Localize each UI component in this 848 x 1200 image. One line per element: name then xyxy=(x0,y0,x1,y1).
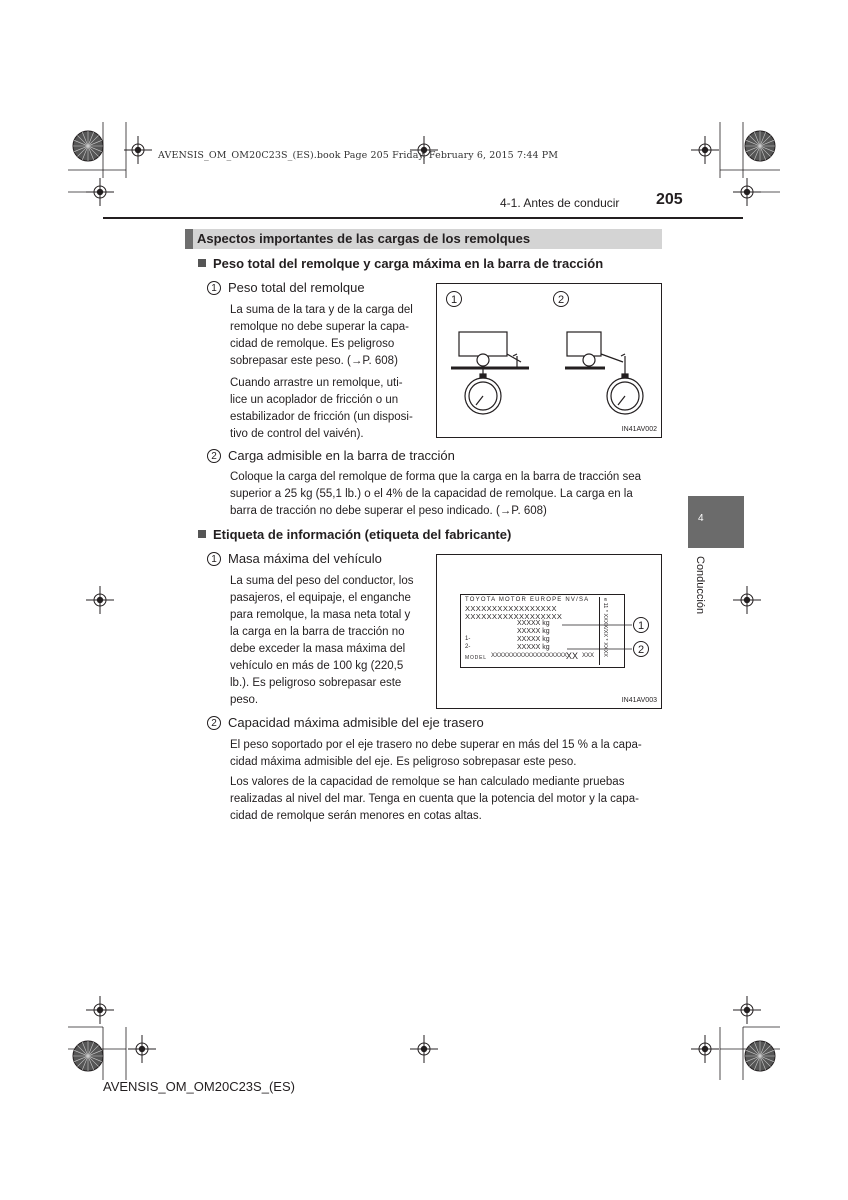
block2-item1-heading xyxy=(207,551,382,566)
text-line: estabilizador de fricción (un disposi- xyxy=(230,411,413,423)
block2-item1-paragraph xyxy=(230,573,424,709)
square-bullet-icon xyxy=(198,259,206,267)
text-line: peso. xyxy=(230,694,259,706)
print-info-line: AVENSIS_OM_OM20C23S_(ES).book Page 205 Friday, February 6, 2015 7:44 PM xyxy=(158,150,559,161)
text-line: la carga en la barra de tracción no xyxy=(230,626,405,638)
text-line: La suma del peso del conductor, los xyxy=(230,575,414,587)
header-rule xyxy=(103,217,743,219)
text-line: cidad máxima admisible del eje. Es peligroso sobrepasar este peso. xyxy=(230,756,577,768)
text-line: pasajeros, el equipaje, el enganche xyxy=(230,592,411,604)
text-line: El peso soportado por el eje trasero no debe superar en más del 15 % a la capa- xyxy=(230,739,642,751)
text-line: cidad de remolque serán menores en cotas altas. xyxy=(230,810,482,822)
text-line: Coloque la carga del remolque de forma que la carga en la barra de tracción sea xyxy=(230,471,642,483)
chapter-tab[interactable] xyxy=(688,496,744,548)
plate-row-prefix: 1- xyxy=(465,636,471,642)
block2-heading xyxy=(198,527,511,542)
text-line: barra de tracción no debe superar el peso indicado. (→P. 608) xyxy=(230,505,547,517)
callout-1-icon: 1 xyxy=(446,291,462,307)
callout-1-icon: 1 xyxy=(633,617,649,633)
text-line: remolque no debe superar la capa- xyxy=(230,321,410,333)
plate-row: XXXXX kg xyxy=(517,628,550,635)
header-section-title: 4-1. Antes de conducir xyxy=(500,196,620,210)
page-number: 205 xyxy=(656,191,683,208)
circled-number-icon: 2 xyxy=(207,449,221,463)
text-line: para remolque, la masa neta total y xyxy=(230,609,411,621)
block1-item2-title: Carga admisible en la barra de tracción xyxy=(228,448,455,463)
plate-model-xxx: XXX xyxy=(582,653,595,659)
chapter-tab-number: 4 xyxy=(698,513,704,524)
text-line: debe exceder la masa máxima del xyxy=(230,643,406,655)
block2-item2-paragraph xyxy=(230,737,662,771)
block2-item2-heading xyxy=(207,715,484,730)
circled-number-icon: 1 xyxy=(207,552,221,566)
callout-2-icon: 2 xyxy=(553,291,569,307)
text-line: lice un acoplador de fricción o un xyxy=(230,394,399,406)
block1-item2-heading xyxy=(207,448,455,463)
block2-item1-title: Masa máxima del vehículo xyxy=(228,551,382,566)
text-line: La suma de la tara y de la carga del xyxy=(230,304,413,316)
figure-id: IN41AV003 xyxy=(621,697,657,704)
circled-number-icon: 2 xyxy=(207,716,221,730)
text-line: Los valores de la capacidad de remolque se han calculado mediante pruebas xyxy=(230,776,625,788)
block1-heading-text: Peso total del remolque y carga máxima en la barra de tracción xyxy=(213,256,604,271)
plate-model-label: MODEL xyxy=(465,655,487,661)
block1-item1-paragraph-b xyxy=(230,375,424,443)
block1-item1-paragraph-a xyxy=(230,302,424,370)
square-bullet-icon xyxy=(198,530,206,538)
callout-2-icon: 2 xyxy=(633,641,649,657)
plate-row-prefix: 2- xyxy=(465,644,471,650)
text-line: sobrepasar este peso. (→P. 608) xyxy=(230,355,398,367)
manufacturer-label-figure xyxy=(436,554,662,709)
figure-id: IN41AV002 xyxy=(621,426,657,433)
block2-item2-title: Capacidad máxima admisible del eje trasero xyxy=(228,715,484,730)
block1-item2-paragraph xyxy=(230,469,662,520)
text-line: cidad de remolque. Es peligroso xyxy=(230,338,395,350)
text-line: superior a 25 kg (55,1 lb.) o el 4% de la capacidad de remolque. La carga en la xyxy=(230,488,633,500)
plate-row: XXXXX kg xyxy=(517,620,550,627)
text-line: realizadas al nivel del mar. Tenga en cuenta que la potencia del motor y la capa- xyxy=(230,793,639,805)
block2-heading-text: Etiqueta de información (etiqueta del fabricante) xyxy=(213,527,512,542)
text-line: Cuando arrastre un remolque, uti- xyxy=(230,377,403,389)
plate-model-xx: XX xyxy=(566,651,579,661)
trailer-illustration xyxy=(437,284,661,437)
trailer-weight-figure xyxy=(436,283,662,438)
block1-heading xyxy=(198,256,603,271)
plate-side-text: e 11 * XXXX/XX * XXXX xyxy=(602,598,608,657)
callout-leaders xyxy=(437,555,661,708)
plate-row: XXXXX kg xyxy=(517,644,550,651)
plate-title: TOYOTA MOTOR EUROPE NV/SA xyxy=(465,597,590,603)
text-line: lb.). Es peligroso sobrepasar este xyxy=(230,677,402,689)
circled-number-icon: 1 xyxy=(207,281,221,295)
text-line: vehículo en más de 100 kg (220,5 xyxy=(230,660,404,672)
block2-item2-paragraph-b xyxy=(230,774,662,825)
block1-item1-title: Peso total del remolque xyxy=(228,280,365,295)
plate-model-code: XXXXXXXXXXXXXXXXXXX xyxy=(491,653,568,659)
footer-doc-code: AVENSIS_OM_OM20C23S_(ES) xyxy=(103,1079,295,1094)
chapter-tab-label: Conducción xyxy=(694,556,706,615)
section-title: Aspectos importantes de las cargas de los remolques xyxy=(197,231,531,246)
block1-item1-heading xyxy=(207,280,365,295)
plate-row: XXXXX kg xyxy=(517,636,550,643)
text-line: tivo de control del vaivén). xyxy=(230,428,364,440)
plate-row: XXXXXXXXXXXXXXXXXX xyxy=(465,612,563,621)
plate-row: XXXXXXXXXXXXXXXXX xyxy=(465,604,557,613)
